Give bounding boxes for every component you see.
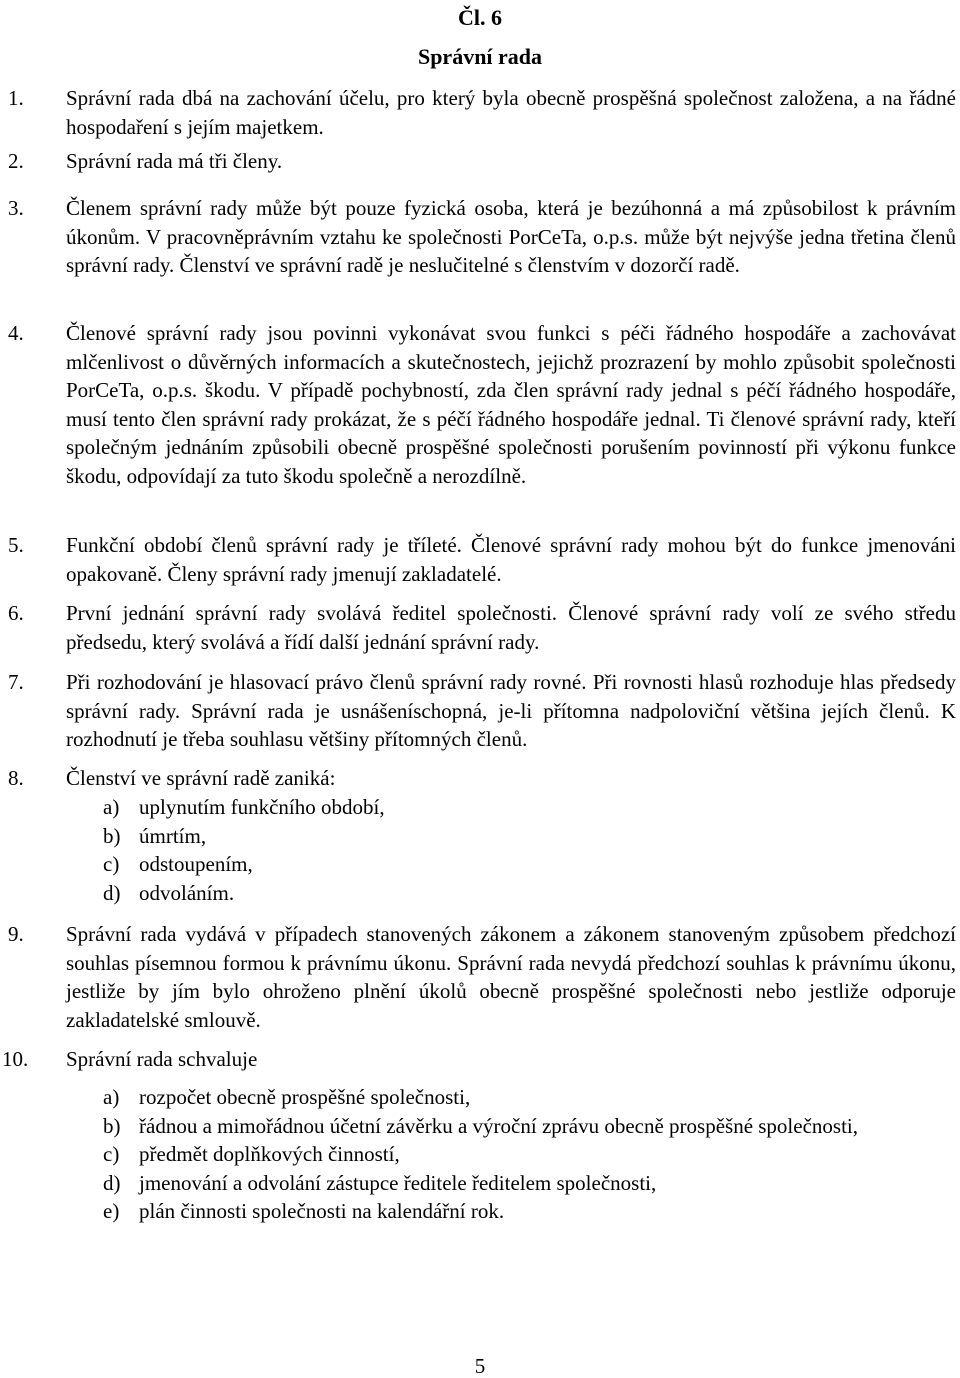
item-number: 4. [8,321,24,345]
item-number: 2. [8,149,24,173]
item-number: 6. [8,601,24,625]
sublist-item [66,1197,956,1226]
sublist-item [66,1169,956,1198]
page-number: 5 [474,1354,486,1378]
sublist-letter: b) [103,823,121,848]
sublist-text: odstoupením, [139,852,253,876]
item-number: 9. [8,922,24,946]
sublist-text: předmět doplňkových činností, [139,1142,400,1166]
item-number: 1. [8,86,24,110]
sublist-text: plán činnosti společnosti na kalendářní rok. [139,1199,505,1223]
sublist-letter: b) [103,1113,121,1138]
item-number: 10. [2,1047,29,1071]
item-text: Správní rada schvaluje [66,1047,258,1071]
sublist-text: odvoláním. [139,880,235,905]
sublist-letter: e) [103,1199,120,1223]
sublist-text: jmenování a odvolání zástupce ředitele ředitelem společnosti, [139,1170,657,1195]
sublist-8 [66,793,956,907]
sublist-letter: c) [103,852,120,876]
sublist-item [66,879,956,908]
sublist-item [66,1083,956,1112]
item-number: 3. [8,196,24,220]
item-text: Funkční období členů správní rady je tříleté. Členové správní rady mohou být do funkce jmenováni opakovaně. Členy správní rady jmenují zakladatelé. [66,533,956,586]
item-text: Členství ve správní radě zaniká: [66,766,336,790]
article-number: Čl. 6 [458,5,502,30]
item-number: 7. [8,670,24,694]
item-number: 5. [8,533,24,557]
sublist-letter: a) [103,1085,120,1109]
sublist-text: úmrtím, [139,823,207,848]
sublist-text: řádnou a mimořádnou účetní závěrku a výroční zprávu obecně prospěšné společnosti, [139,1113,859,1138]
sublist-item [66,1140,956,1169]
sublist-letter: d) [103,1170,121,1195]
sublist-item [66,1112,956,1141]
sublist-letter: c) [103,1142,120,1166]
article-title: Správní rada [417,44,543,69]
item-number: 8. [8,766,24,790]
item-text: Správní rada dbá na zachování účelu, pro který byla obecně prospěšná společnost založena, a na řádné hospodaření s jejím majetkem. [66,86,956,139]
sublist-item [66,850,956,879]
sublist-text: rozpočet obecně prospěšné společnosti, [139,1085,471,1109]
sublist-item [66,822,956,851]
item-text: Členem správní rady může být pouze fyzická osoba, která je bezúhonná a má způsobilost k právním úkonům. V pracovněprávním vztahu ke společnosti PorCeTa, o.p.s. může být nejvýše jedna třetina členů správní rady. Členství ve správní radě je neslučitelné s členstvím v dozorčí radě. [66,196,956,277]
item-text: Při rozhodování je hlasovací právo členů správní rady rovné. Při rovnosti hlasů rozhoduje hlas předsedy správní rady. Správní rada je usnášeníschopná, je-li přítomna nadpoloviční většina jejích členů. K rozhodnutí je třeba souhlasu většiny přítomných členů. [66,670,956,751]
sublist-letter: a) [103,795,120,819]
item-text: Správní rada má tři členy. [66,149,283,173]
item-text: Členové správní rady jsou povinni vykonávat svou funkci s péči řádného hospodáře a zachovávat mlčenlivost o důvěrných informacích a skutečnostech, jejichž prozrazení by mohlo způsobit společnosti PorCeTa, o.p.s. škodu. V případě pochybností, zda člen správní rady jednal s péčí řádného hospodáře, musí tento člen správní rady prokázat, že s péčí řádného hospodáře jednal. Ti členové správní rady, kteří společným jednáním způsobili obecně prospěšné společnosti porušením povinností při výkonu funkce škodu, odpovídají za tuto škodu společně a nerozdílně. [66,321,956,488]
item-text: První jednání správní rady svolává ředitel společnosti. Členové správní rady volí ze svého středu předsedu, který svolává a řídí další jednání správní rady. [66,601,956,654]
sublist-text: uplynutím funkčního období, [139,795,385,819]
sublist-10 [66,1083,956,1226]
item-text: Správní rada vydává v případech stanovených zákonem a zákonem stanoveným způsobem předchozí souhlas písemnou formou k právnímu úkonu. Správní rada nevydá předchozí souhlas k právnímu úkonu, jestliže by jím bylo ohroženo plnění úkolů obecně prospěšné společnosti nebo jestliže odporuje zakladatelské smlouvě. [66,922,956,1032]
sublist-item [66,793,956,822]
sublist-letter: d) [103,880,121,905]
